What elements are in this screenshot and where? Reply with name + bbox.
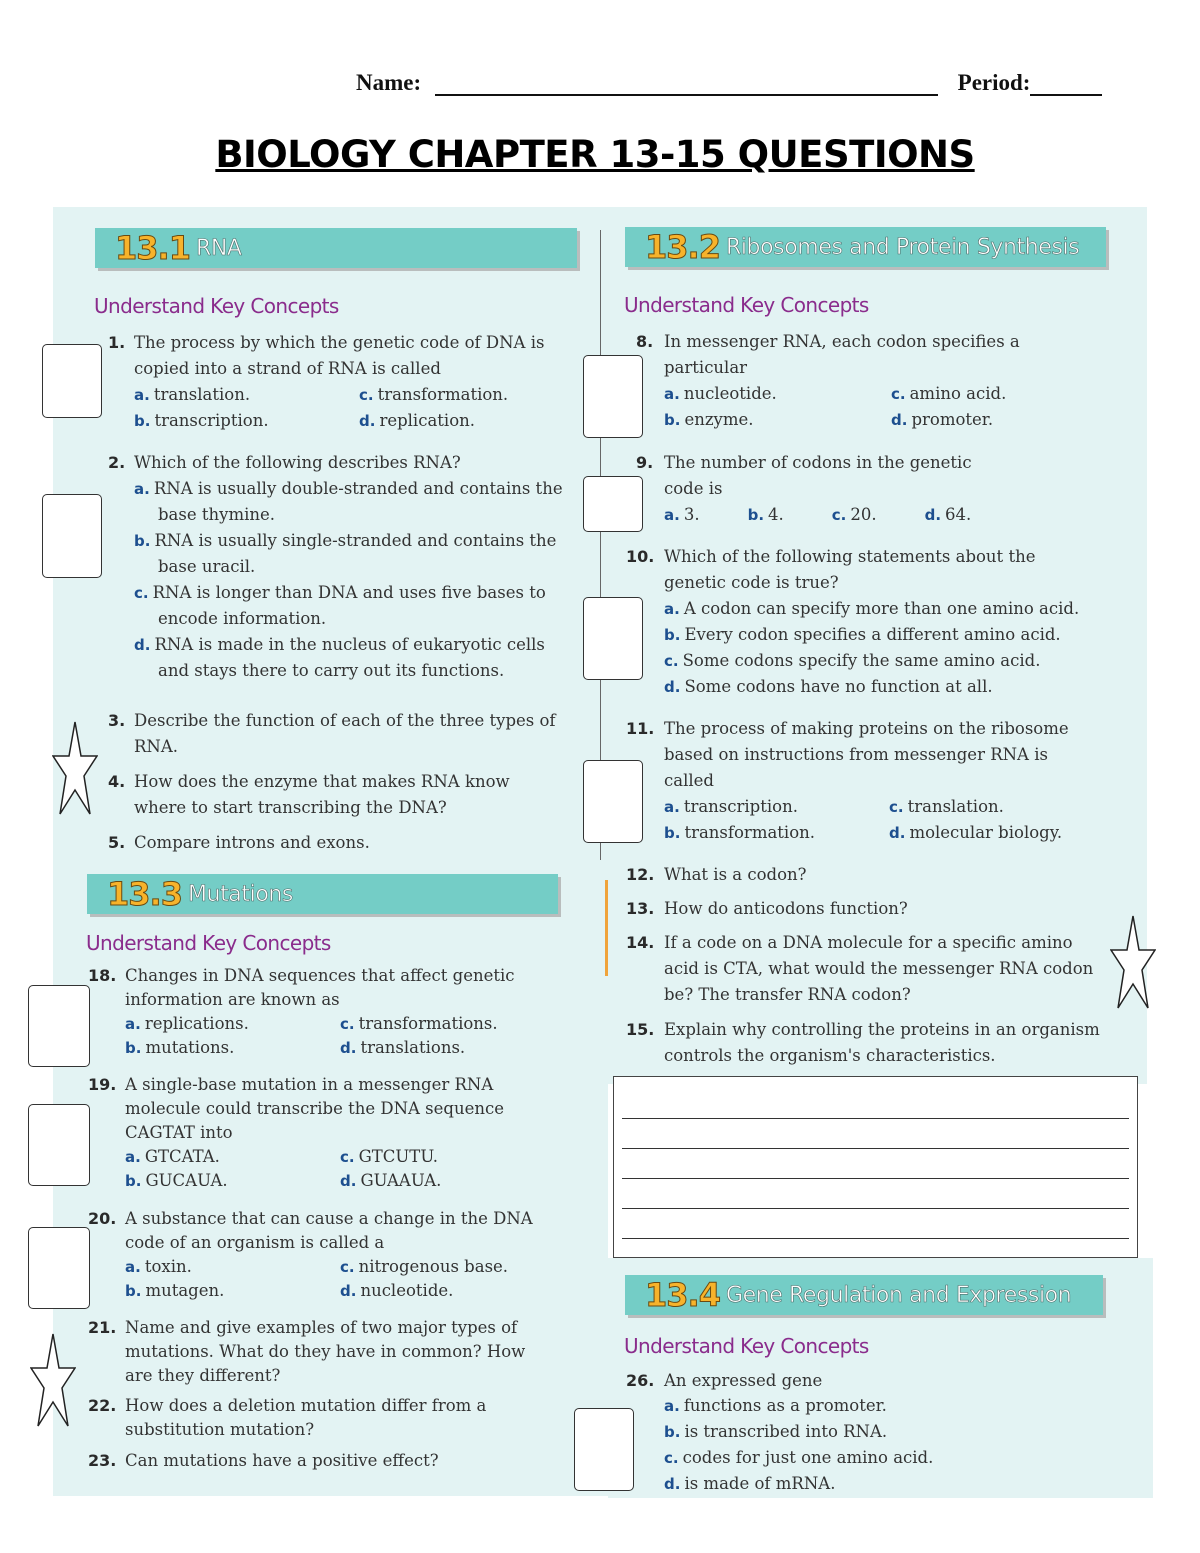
name-period-row [356,70,1102,96]
option-b[interactable]: b. mutations. [125,1038,235,1057]
question-2 [108,450,574,684]
option-a[interactable]: a. translation. [134,385,251,404]
question-number: 4. [108,772,126,791]
options [664,381,1064,433]
question-13 [626,896,1084,922]
answer-box-19[interactable] [28,1104,90,1186]
option-d[interactable]: d. translations. [340,1038,466,1057]
question-text: Compare introns and exons. [134,833,370,852]
option-c[interactable]: c. codes for just one amino acid. [664,1448,934,1467]
question-23 [88,1449,555,1473]
question-number: 9. [636,453,654,472]
options [664,1393,1084,1497]
question-11 [626,716,1104,846]
write-line[interactable] [622,1179,1129,1209]
question-9 [636,450,1104,528]
question-20 [88,1207,545,1303]
question-text: How do anticodons function? [664,899,908,918]
answer-box-10[interactable] [583,597,643,680]
question-text: What is a codon? [664,865,807,884]
answer-box-18[interactable] [28,985,90,1067]
option-c[interactable]: c. 20. [831,505,877,524]
option-b[interactable]: b. transcription. [134,411,269,430]
question-number: 11. [626,719,655,738]
option-b[interactable]: b. transformation. [664,823,816,842]
period-blank[interactable] [1030,74,1102,96]
option-c[interactable]: c. RNA is longer than DNA and uses five bases to encode information. [134,583,546,628]
options [134,382,574,434]
subhead-13-4: Understand Key Concepts [624,1334,869,1358]
question-text: The process of making proteins on the ribosome based on instructions from messenger RNA is called [664,719,1069,790]
question-21 [88,1316,555,1388]
subhead-13-2: Understand Key Concepts [624,293,869,317]
question-number: 23. [88,1451,117,1470]
write-line[interactable] [622,1089,1129,1119]
option-a[interactable]: a. replications. [125,1014,249,1033]
question-number: 18. [88,966,117,985]
option-b[interactable]: b. GUCAUA. [125,1171,228,1190]
option-d[interactable]: d. GUAAUA. [340,1171,442,1190]
question-number: 8. [636,332,654,351]
option-b[interactable]: b. 4. [747,505,784,524]
period-label: Period: [957,70,1031,95]
question-number: 15. [626,1020,655,1039]
question-number: 2. [108,453,126,472]
options [125,1255,545,1303]
question-text: A substance that can cause a change in the DNA code of an organism is called a [125,1209,533,1252]
option-a[interactable]: a. transcription. [664,797,798,816]
option-c[interactable]: c. transformation. [359,385,509,404]
section-banner-13-4 [625,1275,1103,1315]
question-number: 12. [626,865,655,884]
name-blank[interactable] [435,74,938,96]
section-number: 13.2 [645,228,720,266]
option-b[interactable]: b. RNA is usually single-stranded and contains the base uracil. [134,531,557,576]
answer-box-2[interactable] [42,494,102,578]
section-title: Gene Regulation and Expression [725,1282,1072,1308]
question-text: How does a deletion mutation differ from a substitution mutation? [125,1396,487,1439]
question-14 [626,930,1102,1008]
name-label: Name: [356,70,422,95]
option-a[interactable]: a. toxin. [125,1257,192,1276]
option-b[interactable]: b. enzyme. [664,410,754,429]
question-22 [88,1394,555,1442]
section-banner-13-2 [625,227,1106,267]
question-number: 13. [626,899,655,918]
option-d[interactable]: d. promoter. [891,410,994,429]
question-4 [108,769,554,821]
option-d[interactable]: d. RNA is made in the nucleus of eukaryotic cells and stays there to carry out its functions. [134,635,545,680]
option-c[interactable]: c. Some codons specify the same amino acid. [664,651,1041,670]
write-line[interactable] [622,1149,1129,1179]
answer-box-26[interactable] [574,1408,634,1491]
answer-box-11[interactable] [583,760,643,843]
section-number: 13.1 [115,229,190,267]
question-text: Can mutations have a positive effect? [125,1451,439,1470]
options [664,596,1104,700]
question-number: 19. [88,1075,117,1094]
question-text: Changes in DNA sequences that affect genetic information are known as [125,966,515,1009]
question-text: Which of the following describes RNA? [134,453,461,472]
question-text: Describe the function of each of the three types of RNA. [134,711,556,756]
option-c[interactable]: c. transformations. [340,1014,498,1033]
question-18 [88,964,545,1060]
section-banner-13-3 [87,874,558,914]
question-text: Explain why controlling the proteins in an organism controls the organism's characteristics. [664,1020,1100,1065]
section-number: 13.4 [645,1276,720,1314]
subhead-13-1: Understand Key Concepts [94,294,339,318]
options [125,1012,545,1060]
question-number: 22. [88,1396,117,1415]
option-d[interactable]: d. 64. [924,505,972,524]
option-b[interactable]: b. mutagen. [125,1281,225,1300]
question-8 [636,329,1064,433]
question-26 [626,1368,1084,1497]
options [664,794,1104,846]
answer-box-8[interactable] [583,355,643,438]
question-3 [108,708,584,760]
subhead-13-3: Understand Key Concepts [86,931,331,955]
question-number: 26. [626,1371,655,1390]
options [125,1145,545,1193]
option-c[interactable]: c. translation. [889,797,1004,816]
question-number: 5. [108,833,126,852]
question-number: 3. [108,711,126,730]
section-title: RNA [195,235,242,261]
option-d[interactable]: d. replication. [359,411,475,430]
question-15 [626,1017,1104,1069]
option-a[interactable]: a. A codon can specify more than one amino acid. [664,599,1080,618]
star-icon [52,720,98,816]
question-1 [108,330,574,434]
option-a[interactable]: a. nucleotide. [664,384,777,403]
question-number: 10. [626,547,655,566]
question-text: Name and give examples of two major types of mutations. What do they have in common? How are they different? [125,1318,526,1385]
question-number: 20. [88,1209,117,1228]
section-title: Ribosomes and Protein Synthesis [725,234,1080,260]
section-number: 13.3 [107,875,182,913]
question-text: In messenger RNA, each codon specifies a particular [664,332,1020,377]
option-d[interactable]: d. is made of mRNA. [664,1474,836,1493]
page-title: BIOLOGY CHAPTER 13-15 QUESTIONS [215,133,975,176]
option-b[interactable]: b. Every codon specifies a different amino acid. [664,625,1061,644]
option-c[interactable]: c. GTCUTU. [340,1147,438,1166]
option-b[interactable]: b. is transcribed into RNA. [664,1422,888,1441]
question-text: The number of codons in the genetic code is [664,453,972,498]
question-number: 21. [88,1318,117,1337]
write-line[interactable] [622,1209,1129,1239]
option-a[interactable]: a. 3. [664,505,700,524]
question-5 [108,830,554,856]
write-line[interactable] [622,1119,1129,1149]
option-a[interactable]: a. RNA is usually double-stranded and contains the base thymine. [134,479,563,524]
option-a[interactable]: a. functions as a promoter. [664,1396,887,1415]
option-d[interactable]: d. Some codons have no function at all. [664,677,993,696]
answer-box-20[interactable] [28,1227,90,1309]
question-10 [626,544,1104,700]
question-12 [626,862,1084,888]
options [134,476,574,684]
question-text: Which of the following statements about the genetic code is true? [664,547,1036,592]
section-title: Mutations [187,881,293,907]
answer-box-1[interactable] [42,344,102,418]
question-19 [88,1073,545,1193]
option-c[interactable]: c. nitrogenous base. [340,1257,509,1276]
accent-divider [605,880,608,976]
options [664,502,1104,528]
option-d[interactable]: d. molecular biology. [889,823,1063,842]
option-c[interactable]: c. amino acid. [891,384,1007,403]
question-text: The process by which the genetic code of DNA is copied into a strand of RNA is called [134,333,545,378]
option-a[interactable]: a. GTCATA. [125,1147,220,1166]
star-icon [1110,914,1156,1010]
star-icon [30,1332,76,1428]
section-banner-13-1 [95,228,577,268]
question-text: If a code on a DNA molecule for a specific amino acid is CTA, what would the messenger RNA codon be? The transfer RNA codon? [664,933,1094,1004]
question-text: How does the enzyme that makes RNA know where to start transcribing the DNA? [134,772,510,817]
answer-box-9[interactable] [583,476,643,532]
question-text: A single-base mutation in a messenger RNA molecule could transcribe the DNA sequence CAGTAT into [125,1075,505,1142]
question-text: An expressed gene [664,1371,823,1390]
question-number: 1. [108,333,126,352]
option-d[interactable]: d. nucleotide. [340,1281,454,1300]
answer-lines-15[interactable] [613,1076,1138,1258]
question-number: 14. [626,933,655,952]
